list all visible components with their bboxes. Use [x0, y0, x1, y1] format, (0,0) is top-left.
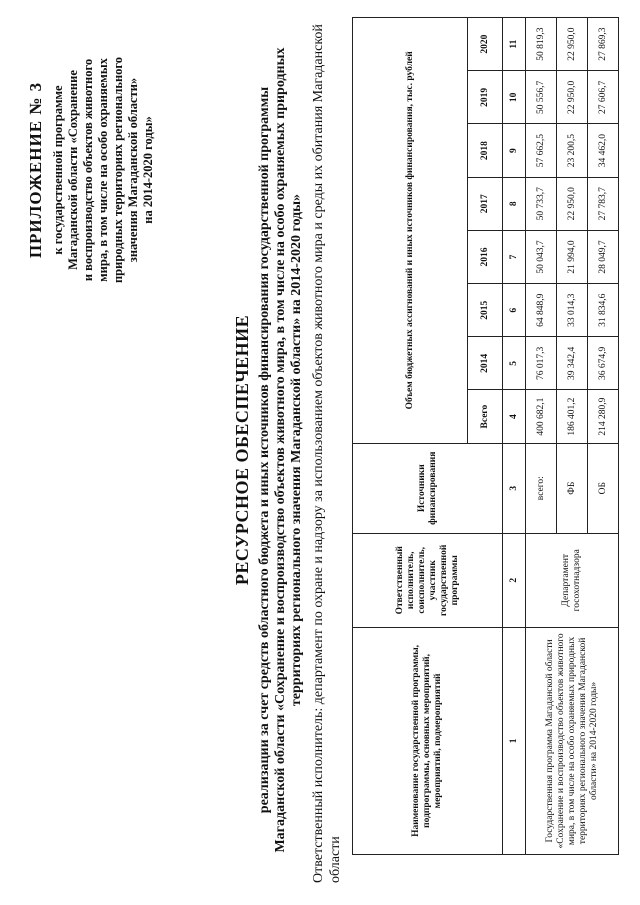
header-responsible: Ответственный исполнитель, соисполнитель, участник государственной программы: [353, 533, 503, 627]
index-cell: 11: [503, 18, 526, 71]
source-cell: ФБ: [557, 443, 588, 533]
header-year: 2015: [468, 284, 503, 337]
appendix-block: [28, 20, 156, 320]
value-cell: 22 950,0: [557, 177, 588, 230]
value-cell: 400 682,1: [526, 390, 557, 443]
title-main: РЕСУРСНОЕ ОБЕСПЕЧЕНИЕ: [232, 314, 252, 586]
value-cell: 36 674,9: [588, 337, 619, 390]
source-cell: ОБ: [588, 443, 619, 533]
table-row: [526, 18, 557, 855]
header-year: 2014: [468, 337, 503, 390]
header-source: Источники финансирования: [353, 443, 503, 533]
value-cell: 27 783,7: [588, 177, 619, 230]
value-cell: 21 994,0: [557, 230, 588, 283]
value-cell: 50 043,7: [526, 230, 557, 283]
source-cell: всего:: [526, 443, 557, 533]
appendix-line: значения Магаданской области»: [126, 77, 140, 263]
header-year: 2020: [468, 18, 503, 71]
value-cell: 50 819,3: [526, 18, 557, 71]
document-title: [232, 15, 305, 885]
index-cell: 3: [503, 443, 526, 533]
index-cell: 7: [503, 230, 526, 283]
index-cell: 4: [503, 390, 526, 443]
appendix-line: и воспроизводство объектов животного: [81, 58, 95, 282]
header-year: Всего: [468, 390, 503, 443]
value-cell: 34 462,0: [588, 124, 619, 177]
value-cell: 39 342,4: [557, 337, 588, 390]
value-cell: 76 017,3: [526, 337, 557, 390]
value-cell: 214 280,9: [588, 390, 619, 443]
value-cell: 50 556,7: [526, 71, 557, 124]
value-cell: 23 200,5: [557, 124, 588, 177]
appendix-line: на 2014-2020 годы»: [141, 116, 155, 224]
responsible-cell: Департамент госохотнадзора: [526, 533, 619, 627]
header-year: 2016: [468, 230, 503, 283]
value-cell: 27 869,3: [588, 18, 619, 71]
value-cell: 28 049,7: [588, 230, 619, 283]
financing-table: [352, 17, 619, 855]
value-cell: 22 950,0: [557, 18, 588, 71]
value-cell: 64 848,9: [526, 284, 557, 337]
header-year: 2017: [468, 177, 503, 230]
appendix-line: к государственной программе: [51, 85, 65, 255]
value-cell: 31 834,6: [588, 284, 619, 337]
responsible-executor: Ответственный исполнитель: департамент по охране и надзору за использованием объектов животного мира и среды их обитания Магаданской области: [311, 24, 343, 883]
value-cell: 186 401,2: [557, 390, 588, 443]
appendix-number: ПРИЛОЖЕНИЕ № 3: [26, 81, 45, 259]
program-name-cell: Государственная программа Магаданской области «Сохранение и воспроизводство объектов животного мира, в том числе на особо охраняемых природных территориях регионального значения Магаданской области» на 2014-2020 годы»: [526, 627, 619, 854]
appendix-line: природных территориях регионального: [111, 56, 125, 284]
index-cell: 9: [503, 124, 526, 177]
value-cell: 50 733,7: [526, 177, 557, 230]
index-cell: 10: [503, 71, 526, 124]
index-cell: 6: [503, 284, 526, 337]
header-year: 2018: [468, 124, 503, 177]
index-cell: 5: [503, 337, 526, 390]
index-cell: 2: [503, 533, 526, 627]
value-cell: 57 662,5: [526, 124, 557, 177]
header-year: 2019: [468, 71, 503, 124]
index-cell: 8: [503, 177, 526, 230]
header-name: Наименование государственной программы, подпрограммы, основных мероприятий, мероприятий, подмероприятий: [353, 627, 503, 854]
header-volume: Объем бюджетных ассигнований и иных источников финансирования, тыс. рублей: [353, 18, 468, 444]
title-subtitle: реализации за счет средств областного бюджета и иных источников финансирования государственной программы Магаданской области «Сохранение и воспроизводство объектов животного мира, в том числе на особо охраняемых природных территориях регионального значения Магаданской области» на 2014-2020 годы»: [257, 47, 304, 853]
value-cell: 27 606,7: [588, 71, 619, 124]
index-row: [503, 18, 526, 855]
value-cell: 22 950,0: [557, 71, 588, 124]
index-cell: 1: [503, 627, 526, 854]
value-cell: 33 014,3: [557, 284, 588, 337]
appendix-line: Магаданской области «Сохранение: [66, 70, 80, 270]
appendix-line: мира, в том числе на особо охраняемых: [96, 58, 110, 282]
